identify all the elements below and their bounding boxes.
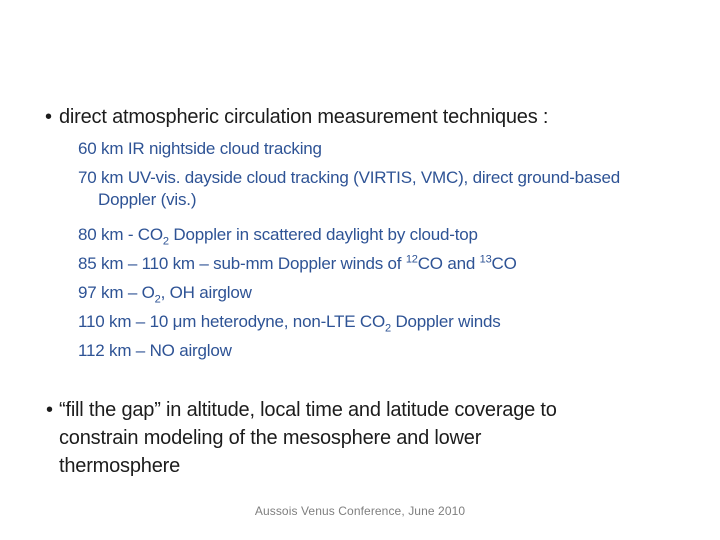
- main-bullet-text: direct atmospheric circulation measurement techniques :: [59, 106, 549, 128]
- bullet-marker: •: [46, 399, 53, 421]
- technique-item-80km: 80 km - $CO_2$ Doppler in scattered daylight by cloud-top: [78, 225, 478, 248]
- closing-line-2: constrain modeling of the mesosphere and lower: [59, 427, 482, 449]
- technique-item-70km: 70 km UV-vis. dayside cloud tracking (VIRTIS, VMC), direct ground-based Doppler (vis.): [78, 168, 620, 209]
- technique-item-112km: 112 km – NO airglow: [78, 341, 232, 360]
- technique-item-60km: 60 km IR nightside cloud tracking: [78, 139, 322, 158]
- technique-item-110km: 110 km – 10 μm heterodyne, non-LTE $CO_2$ Doppler winds: [78, 312, 501, 335]
- closing-line-1: “fill the gap” in altitude, local time and latitude coverage to: [59, 399, 557, 421]
- technique-item-85km: 85 km – 110 km – sub-mm Doppler winds of $^{12}$CO and $^{13}$CO: [78, 253, 517, 273]
- main-bullet-line: [45, 105, 695, 129]
- technique-item-97km: 97 km – $O_2$, OH airglow: [78, 283, 252, 306]
- closing-bullet-text: [59, 396, 557, 480]
- technique-list: [78, 138, 718, 369]
- closing-bullet-block: [46, 396, 557, 480]
- bullet-marker: •: [45, 106, 52, 128]
- footer-caption: Aussois Venus Conference, June 2010: [254, 504, 466, 518]
- closing-line-3: thermosphere: [59, 455, 180, 477]
